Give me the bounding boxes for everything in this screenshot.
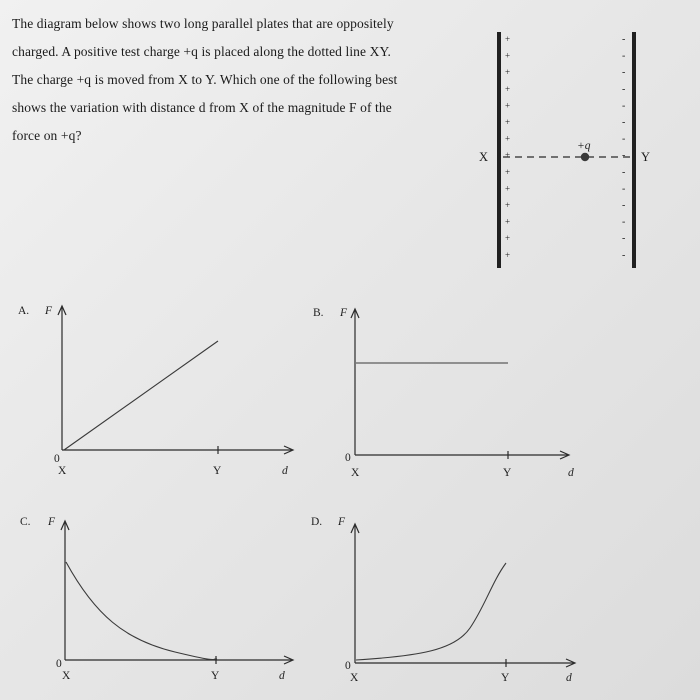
minus-sign: - — [622, 166, 626, 178]
graph-c-origin: 0 — [56, 658, 62, 670]
minus-sign: - — [622, 216, 626, 228]
graph-a-letter: A. — [18, 305, 30, 317]
graph-a — [18, 305, 293, 477]
graph-a-line — [64, 341, 218, 450]
test-charge-label: +q — [577, 140, 591, 152]
positive-charge-signs — [505, 34, 510, 260]
minus-sign: - — [622, 200, 626, 211]
question-line-1: The diagram below shows two long parallel plates that are oppositely — [12, 16, 394, 31]
graph-d-d-label: d — [566, 672, 572, 684]
plus-sign: + — [505, 117, 511, 127]
graph-b-x-label: X — [351, 467, 360, 479]
graph-b-d-label: d — [568, 467, 574, 479]
graph-c-x-label: X — [62, 670, 71, 682]
graph-d-letter: D. — [311, 516, 323, 528]
graph-c-y-label: Y — [211, 670, 220, 682]
graph-b-origin: 0 — [345, 452, 351, 464]
graph-a-y-label: Y — [213, 465, 222, 477]
plus-sign: + — [505, 150, 511, 161]
plus-sign: + — [505, 100, 511, 111]
graph-d-f-label: F — [338, 516, 346, 528]
plate-y-label: Y — [641, 150, 651, 164]
minus-sign: - — [622, 117, 626, 128]
plus-sign: + — [505, 200, 511, 210]
graph-b-y-label: Y — [503, 467, 512, 479]
parallel-plates-diagram — [499, 32, 634, 268]
minus-sign: - — [622, 233, 626, 245]
plus-sign: + — [505, 233, 511, 244]
graph-b-letter: B. — [313, 307, 324, 319]
negative-charge-signs — [622, 34, 625, 261]
question-line-4: shows the variation with distance d from X of the magnitude F of the — [12, 100, 392, 115]
minus-sign: - — [622, 183, 626, 195]
question-line-2: charged. A positive test charge +q is placed along the dotted line XY. — [12, 44, 392, 59]
test-charge — [581, 153, 589, 161]
graph-d — [311, 516, 575, 684]
question-line-5: force on +q? — [12, 128, 82, 143]
graph-d-curve — [356, 563, 506, 660]
plus-sign: + — [505, 67, 511, 78]
graph-c — [20, 516, 293, 682]
minus-sign: - — [622, 34, 626, 45]
question-line-3: The charge +q is moved from X to Y. Which one of the following best — [12, 72, 398, 87]
plus-sign: + — [505, 183, 511, 194]
plus-sign: + — [505, 133, 511, 144]
plus-sign: + — [505, 216, 511, 227]
minus-sign: - — [622, 249, 626, 261]
graph-c-d-label: d — [279, 670, 285, 682]
graph-d-x-label: X — [350, 672, 359, 684]
plate-x-label: X — [479, 150, 489, 164]
minus-sign: - — [622, 150, 626, 162]
graph-b-f-label: F — [340, 307, 348, 319]
graph-b — [313, 307, 574, 479]
graph-a-origin: 0 — [54, 453, 60, 465]
minus-sign: - — [622, 133, 626, 145]
graph-d-y-label: Y — [501, 672, 510, 684]
minus-sign: - — [622, 100, 626, 112]
graph-d-origin: 0 — [345, 660, 351, 672]
plus-sign: + — [505, 34, 511, 44]
plus-sign: + — [505, 83, 511, 94]
graph-a-d-label: d — [282, 465, 288, 477]
graph-a-x-label: X — [58, 465, 67, 477]
graph-c-letter: C. — [20, 516, 31, 528]
graph-c-f-label: F — [48, 516, 56, 528]
minus-sign: - — [622, 83, 626, 95]
graph-c-curve — [66, 562, 217, 660]
plus-sign: + — [505, 50, 511, 61]
graph-a-f-label: F — [45, 305, 53, 317]
minus-sign: - — [622, 67, 626, 79]
minus-sign: - — [622, 50, 626, 62]
plus-sign: + — [505, 249, 511, 260]
plus-sign: + — [505, 166, 511, 177]
